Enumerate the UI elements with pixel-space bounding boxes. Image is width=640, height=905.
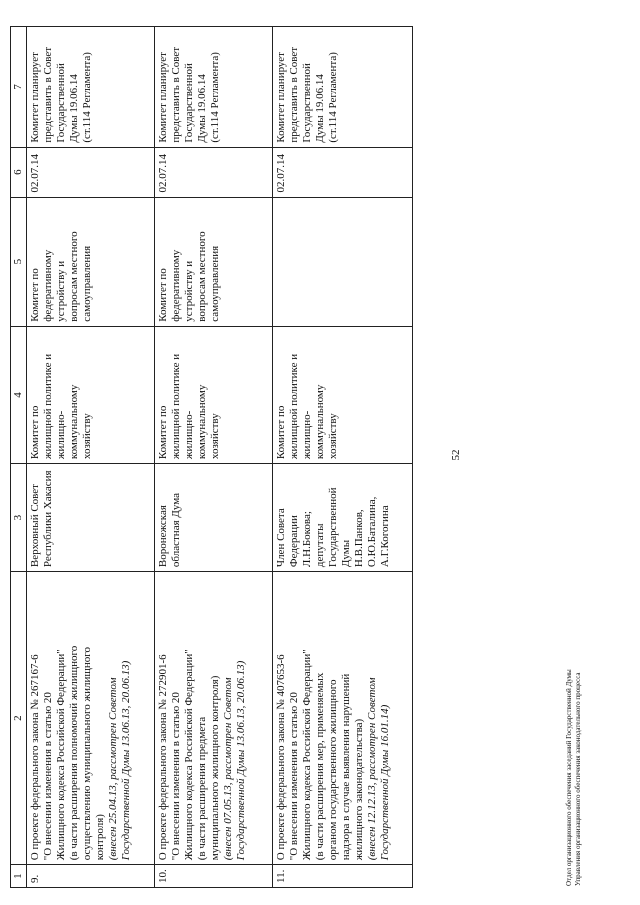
plan-line: (ст.114 Регламента)	[327, 52, 339, 143]
co-committee-line: федеративному	[42, 249, 54, 322]
row-number: 10.	[155, 865, 273, 888]
co-committee-line: самоуправления	[209, 245, 221, 322]
committee-line: хозяйству	[81, 413, 93, 460]
document-footer	[565, 669, 583, 886]
bill-title-line: органом государственного жилищного	[327, 679, 339, 861]
date-cell: 02.07.14	[155, 147, 273, 197]
bill-title-line: контроля)	[94, 814, 106, 861]
table-row	[273, 27, 413, 888]
column-number-row	[11, 27, 27, 888]
plan-line: Думы 19.06.14	[68, 74, 80, 143]
committee-line: коммунальному	[314, 384, 326, 460]
bill-note-line: Государственной Думы 16.01.14)	[379, 704, 391, 861]
plan-line: Комитет планирует	[29, 52, 41, 143]
author-line: Верховный Совет	[29, 484, 41, 568]
co-committee-line: устройству и	[183, 260, 195, 322]
table-row	[155, 27, 273, 888]
committee-line: жилищно-	[55, 410, 67, 460]
bill-title-line: (в части расширения мер, применяемых	[314, 672, 326, 861]
plan-line: Думы 19.06.14	[196, 74, 208, 143]
plan-line: Государственной	[183, 63, 195, 143]
plan-line: Государственной	[55, 63, 67, 143]
plan-cell	[155, 27, 273, 148]
col-header-5: 5	[11, 197, 27, 326]
bill-title-line: надзора в случае выявления нарушений	[340, 673, 352, 861]
bill-note-line: Государственной Думы 13.06.13, 20.06.13)	[120, 660, 132, 861]
bill-title-line: О проекте федерального закона № 407653-6	[275, 654, 287, 861]
author-line: Воронежская	[157, 505, 169, 568]
co-committee-line: вопросам местного	[196, 231, 208, 322]
author-line: О.Ю.Баталина,	[366, 496, 378, 568]
co-committee-cell	[273, 197, 413, 326]
committee-cell	[273, 326, 413, 463]
author-line: А.Г.Когогина	[379, 505, 391, 568]
plan-line: Думы 19.06.14	[314, 74, 326, 143]
committee-line: коммунальному	[68, 384, 80, 460]
committee-line: хозяйству	[209, 413, 221, 460]
author-line: Думы	[340, 539, 352, 568]
co-committee-line: Комитет по	[29, 268, 41, 322]
committee-line: жилищной политике и	[42, 353, 54, 460]
bill-title-line: "О внесении изменения в статью 20	[42, 692, 54, 861]
col-header-1: 1	[11, 865, 27, 888]
footer-line: Управления организационного обеспечения законодательного процесса	[574, 672, 582, 886]
plan-line: представить в Совет	[42, 46, 54, 143]
plan-line: Комитет планирует	[275, 52, 287, 143]
plan-line: представить в Совет	[288, 46, 300, 143]
co-committee-cell	[27, 197, 155, 326]
bill-note-line: (внесен 25.04.13, рассмотрен Советом	[107, 677, 119, 861]
author-line: Республики Хакасия	[42, 470, 54, 568]
plan-cell	[27, 27, 155, 148]
row-number: 11.	[273, 865, 413, 888]
footer-line: Отдел организационного обеспечения заседаний Государственной Думы	[565, 669, 573, 886]
row-number: 9.	[27, 865, 155, 888]
bill-title-line: муниципального жилищного контроля)	[209, 675, 221, 861]
author-line: Н.В.Панков,	[353, 509, 365, 568]
bill-note-line: (внесен 07.05.13, рассмотрен Советом	[222, 677, 234, 861]
col-header-6: 6	[11, 147, 27, 197]
committee-line: Комитет по	[29, 405, 41, 460]
bill-note-line: Государственной Думы 13.06.13, 20.06.13)	[235, 660, 247, 861]
committee-line: жилищной политике и	[288, 353, 300, 460]
bill-title-line: жилищного законодательства)	[353, 718, 365, 861]
author-line: Л.Н.Бокова;	[301, 511, 313, 568]
page-number: 52	[450, 449, 462, 461]
committee-cell	[155, 326, 273, 463]
bill-title-line: Жилищного кодекса Российской Федерации"	[183, 649, 195, 861]
bill-title-line: "О внесении изменения в статью 20	[170, 692, 182, 861]
col-header-2: 2	[11, 572, 27, 865]
author-line: областная Дума	[170, 492, 182, 568]
date-cell: 02.07.14	[27, 147, 155, 197]
committee-line: коммунальному	[196, 384, 208, 460]
bill-title-cell	[27, 572, 155, 865]
co-committee-line: федеративному	[170, 249, 182, 322]
author-line: Федерации	[288, 515, 300, 568]
bill-title-line: Жилищного кодекса Российской Федерации"	[301, 649, 313, 861]
co-committee-line: самоуправления	[81, 245, 93, 322]
bill-schedule-table	[10, 26, 413, 888]
author-cell	[27, 464, 155, 572]
committee-line: хозяйству	[327, 413, 339, 460]
rotated-document-page	[10, 26, 590, 888]
bill-title-cell	[155, 572, 273, 865]
bill-title-line: "О внесении изменения в статью 20	[288, 692, 300, 861]
co-committee-line: Комитет по	[157, 268, 169, 322]
co-committee-cell	[155, 197, 273, 326]
author-line: Государственной	[327, 487, 339, 568]
plan-line: Комитет планирует	[157, 52, 169, 143]
bill-title-line: О проекте федерального закона № 272901-6	[157, 654, 169, 861]
committee-line: Комитет по	[275, 405, 287, 460]
committee-cell	[27, 326, 155, 463]
plan-cell	[273, 27, 413, 148]
author-cell	[155, 464, 273, 572]
bill-title-line: О проекте федерального закона № 267167-6	[29, 654, 41, 861]
bill-title-line: Жилищного кодекса Российской Федерации"	[55, 649, 67, 861]
committee-line: жилищной политике и	[170, 353, 182, 460]
bill-note-line: (внесен 12.12.13, рассмотрен Советом	[366, 677, 378, 861]
col-header-4: 4	[11, 326, 27, 463]
date-cell: 02.07.14	[273, 147, 413, 197]
bill-title-line: (в части расширения полномочий жилищного	[68, 645, 80, 861]
bill-title-line: осуществлению муниципального жилищного	[81, 647, 93, 861]
committee-line: Комитет по	[157, 405, 169, 460]
plan-line: (ст.114 Регламента)	[209, 52, 221, 143]
co-committee-line: устройству и	[55, 260, 67, 322]
plan-line: (ст.114 Регламента)	[81, 52, 93, 143]
col-header-3: 3	[11, 464, 27, 572]
author-line: Член Совета	[275, 508, 287, 568]
plan-line: Государственной	[301, 63, 313, 143]
committee-line: жилищно-	[301, 410, 313, 460]
table-row	[27, 27, 155, 888]
bill-title-cell	[273, 572, 413, 865]
plan-line: представить в Совет	[170, 46, 182, 143]
bill-title-line: (в части расширения предмета	[196, 716, 208, 861]
committee-line: жилищно-	[183, 410, 195, 460]
co-committee-line: вопросам местного	[68, 231, 80, 322]
col-header-7: 7	[11, 27, 27, 148]
author-line: депутаты	[314, 523, 326, 568]
author-cell	[273, 464, 413, 572]
